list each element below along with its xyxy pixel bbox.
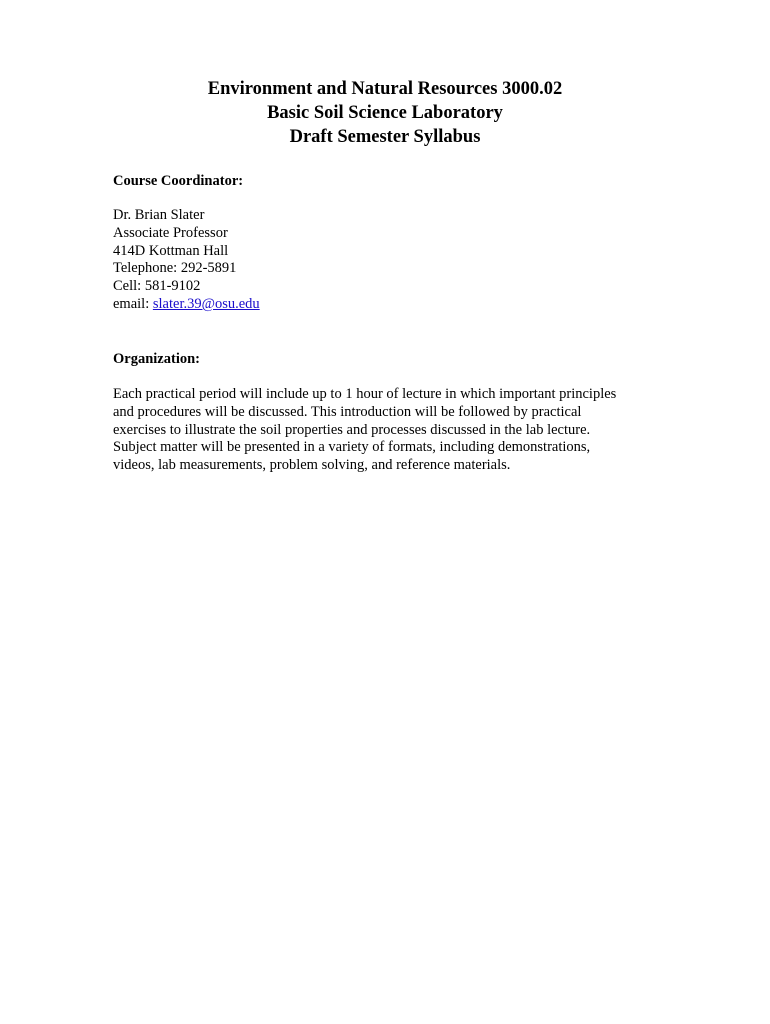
coordinator-contact [113, 207, 260, 314]
organization-heading: Organization: [113, 351, 200, 367]
organization-paragraph [113, 386, 673, 475]
coordinator-email-line [113, 296, 260, 314]
email-link[interactable]: slater.39@osu.edu [152, 295, 260, 312]
coordinator-name: Dr. Brian Slater [113, 207, 205, 223]
coordinator-heading: Course Coordinator: [113, 173, 244, 189]
title-lab: Basic Soil Science Laboratory [267, 103, 503, 123]
paragraph-line: Each practical period will include up to 1 hour of lecture in which important principles [113, 386, 617, 402]
paragraph-line: exercises to illustrate the soil properties and processes discussed in the lab lecture. [113, 421, 591, 438]
coordinator-position: Associate Professor [113, 224, 228, 241]
title-syllabus: Draft Semester Syllabus [289, 127, 481, 147]
paragraph-line: Subject matter will be presented in a variety of formats, including demonstrations, [113, 439, 591, 456]
title-course: Environment and Natural Resources 3000.02 [207, 79, 563, 99]
email-label: email: [113, 295, 153, 312]
paragraph-line: videos, lab measurements, problem solving, and reference materials. [113, 457, 511, 474]
document-title [0, 77, 770, 149]
coordinator-cell: Cell: 581-9102 [113, 278, 201, 295]
coordinator-telephone: Telephone: 292-5891 [113, 260, 237, 277]
paragraph-line: and procedures will be discussed. This introduction will be followed by practical [113, 403, 582, 420]
coordinator-office: 414D Kottman Hall [113, 242, 229, 259]
